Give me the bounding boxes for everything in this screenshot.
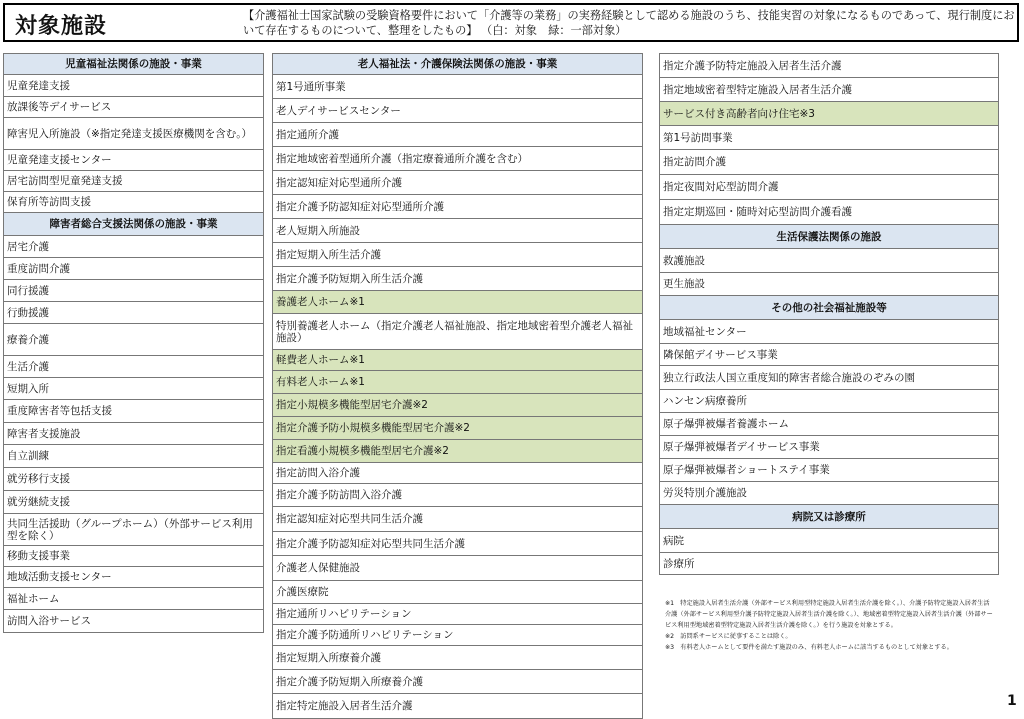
- table-row: [4, 567, 264, 588]
- facility-name: 有料老人ホーム※1: [273, 371, 643, 394]
- facility-name: 養護老人ホーム※1: [273, 291, 643, 314]
- table-row: [273, 350, 643, 371]
- table-row: [660, 390, 999, 413]
- facility-name: 重度訪問介護: [4, 258, 264, 280]
- facility-name: 指定地域密着型特定施設入居者生活介護: [660, 78, 999, 102]
- facility-name: 指定認知症対応型共同生活介護: [273, 507, 643, 532]
- facility-name: 同行援護: [4, 280, 264, 302]
- facility-table-col2: [272, 53, 643, 719]
- facility-name: 指定介護予防小規模多機能型居宅介護※2: [273, 417, 643, 440]
- table-row: [4, 258, 264, 280]
- facility-name: 指定介護予防認知症対応型通所介護: [273, 195, 643, 219]
- facility-table-col1: [3, 53, 264, 633]
- facility-name: 救護施設: [660, 249, 999, 273]
- facility-name: 指定介護予防認知症対応型共同生活介護: [273, 532, 643, 556]
- table-row: [660, 553, 999, 575]
- facility-name: 指定介護予防訪問入浴介護: [273, 484, 643, 507]
- facility-name: 自立訓練: [4, 445, 264, 468]
- table-row: [660, 175, 999, 200]
- table-row: [4, 150, 264, 171]
- facility-name: 隣保館デイサービス事業: [660, 344, 999, 366]
- table-row: [660, 413, 999, 436]
- table-row: [273, 694, 643, 719]
- table-row: [4, 236, 264, 258]
- facility-name: 指定通所リハビリテーション: [273, 604, 643, 625]
- table-row: [4, 468, 264, 491]
- table-row: [4, 400, 264, 423]
- table-row: [4, 171, 264, 192]
- table-row: [273, 394, 643, 417]
- facility-name: 児童発達支援センター: [4, 150, 264, 171]
- facility-name: 移動支援事業: [4, 546, 264, 567]
- table-row: [660, 150, 999, 175]
- table-row: [4, 491, 264, 514]
- facility-name: 居宅介護: [4, 236, 264, 258]
- facility-name: 老人デイサービスセンター: [273, 99, 643, 123]
- facility-name: サービス付き高齢者向け住宅※3: [660, 102, 999, 126]
- table-row: [273, 267, 643, 291]
- section-heading: 児童福祉法関係の施設・事業: [4, 54, 264, 75]
- table-row: [273, 484, 643, 507]
- facility-name: 指定訪問入浴介護: [273, 463, 643, 484]
- facility-name: 指定介護予防短期入所療養介護: [273, 670, 643, 694]
- table-row: [660, 436, 999, 459]
- facility-name: 独立行政法人国立重度知的障害者総合施設のぞみの園: [660, 366, 999, 390]
- footnote: ※1 特定施設入居者生活介護（外部サービス利用型特定施設入居者生活介護を除く。）、介護予防特定施設入居者生活 介護（外部サービス利用型介護予防特定施設入居者生活介護を除く。）、地域密着型特定施設入居者生活介護（外部サービス利用型地域密着型特定施設入居者生活介護を除く。）を行う施設を対象とする。: [665, 600, 993, 629]
- facility-name: 障害者支援施設: [4, 423, 264, 445]
- facility-name: 指定短期入所生活介護: [273, 243, 643, 267]
- facility-name: 指定看護小規模多機能型居宅介護※2: [273, 440, 643, 463]
- facility-name: 指定訪問介護: [660, 150, 999, 175]
- facility-name: 生活介護: [4, 356, 264, 378]
- facility-name: 原子爆弾被爆者デイサービス事業: [660, 436, 999, 459]
- facility-table-col3: [659, 53, 999, 575]
- table-row: [660, 126, 999, 150]
- table-row: [273, 417, 643, 440]
- table-row: [273, 670, 643, 694]
- table-row: [4, 423, 264, 445]
- table-row: [660, 529, 999, 553]
- facility-name: 更生施設: [660, 273, 999, 296]
- table-row: [4, 356, 264, 378]
- table-row: [4, 514, 264, 546]
- table-row: [4, 610, 264, 633]
- table-row: [4, 324, 264, 356]
- facility-name: 児童発達支援: [4, 75, 264, 97]
- section-heading: 病院又は診療所: [660, 505, 999, 529]
- facility-name: 特別養護老人ホーム（指定介護老人福祉施設、指定地域密着型介護老人福祉施設）: [273, 314, 643, 350]
- table-row: [4, 588, 264, 610]
- facility-name: 指定短期入所療養介護: [273, 646, 643, 670]
- table-row: [273, 75, 643, 99]
- footnote: ※3 有料老人ホームとして要件を満たす施設のみ、有料老人ホームに該当するものとして対象とする。: [665, 644, 953, 651]
- table-row: [273, 646, 643, 670]
- facility-name: 地域活動支援センター: [4, 567, 264, 588]
- table-row: [273, 171, 643, 195]
- facility-name: 就労継続支援: [4, 491, 264, 514]
- facility-name: 第1号訪問事業: [660, 126, 999, 150]
- table-row: [4, 280, 264, 302]
- section-heading: 老人福祉法・介護保険法関係の施設・事業: [273, 54, 643, 75]
- section-heading: 生活保護法関係の施設: [660, 225, 999, 249]
- table-row: [273, 291, 643, 314]
- facility-name: 指定通所介護: [273, 123, 643, 147]
- facility-name: 指定認知症対応型通所介護: [273, 171, 643, 195]
- table-row: [4, 75, 264, 97]
- page-subtitle: 【介護福祉士国家試験の受験資格要件において「介護等の業務」の実務経験として認める施設のうち、技能実習の対象になるものであって、現行制度において存在するものについて、整理をしたもの】 （白：対象 緑：一部対象）: [243, 9, 1015, 37]
- facility-name: 放課後等デイサービス: [4, 97, 264, 118]
- table-row: [4, 302, 264, 324]
- facility-name: 共同生活援助（グループホーム）（外部サービス利用型を除く）: [4, 514, 264, 546]
- table-row: [660, 273, 999, 296]
- table-row: [273, 371, 643, 394]
- facility-name: 老人短期入所施設: [273, 219, 643, 243]
- table-row: [273, 314, 643, 350]
- table-row: [273, 556, 643, 581]
- facility-name: 原子爆弾被爆者養護ホーム: [660, 413, 999, 436]
- facility-name: 重度障害者等包括支援: [4, 400, 264, 423]
- table-row: [273, 463, 643, 484]
- table-row: [4, 97, 264, 118]
- facility-name: 指定介護予防短期入所生活介護: [273, 267, 643, 291]
- footnote: ※2 訪問系サービスに従事することは除く。: [665, 633, 792, 640]
- table-row: [660, 344, 999, 366]
- table-row: [660, 482, 999, 505]
- table-row: [4, 546, 264, 567]
- facility-name: 原子爆弾被爆者ショートステイ事業: [660, 459, 999, 482]
- footnotes: [665, 598, 995, 653]
- table-row: [660, 200, 999, 225]
- facility-name: 介護老人保健施設: [273, 556, 643, 581]
- facility-name: 地域福祉センター: [660, 320, 999, 344]
- table-row: [4, 192, 264, 213]
- table-row: [4, 445, 264, 468]
- page-title: 対象施設: [15, 14, 108, 39]
- facility-name: ハンセン病療養所: [660, 390, 999, 413]
- facility-name: 指定特定施設入居者生活介護: [273, 694, 643, 719]
- facility-name: 軽費老人ホーム※1: [273, 350, 643, 371]
- facility-name: 診療所: [660, 553, 999, 575]
- table-row: [660, 249, 999, 273]
- facility-name: 居宅訪問型児童発達支援: [4, 171, 264, 192]
- facility-name: 指定介護予防通所リハビリテーション: [273, 625, 643, 646]
- facility-name: 指定小規模多機能型居宅介護※2: [273, 394, 643, 417]
- facility-name: 訪問入浴サービス: [4, 610, 264, 633]
- facility-name: 指定地域密着型通所介護（指定療養通所介護を含む）: [273, 147, 643, 171]
- table-row: [273, 440, 643, 463]
- section-heading: その他の社会福祉施設等: [660, 296, 999, 320]
- table-row: [273, 625, 643, 646]
- facility-name: 病院: [660, 529, 999, 553]
- facility-name: 第1号通所事業: [273, 75, 643, 99]
- facility-name: 福祉ホーム: [4, 588, 264, 610]
- facility-name: 就労移行支援: [4, 468, 264, 491]
- facility-name: 療養介護: [4, 324, 264, 356]
- facility-name: 指定定期巡回・随時対応型訪問介護看護: [660, 200, 999, 225]
- facility-name: 介護医療院: [273, 581, 643, 604]
- table-row: [273, 243, 643, 267]
- table-row: [273, 507, 643, 532]
- facility-name: 労災特別介護施設: [660, 482, 999, 505]
- table-row: [4, 378, 264, 400]
- table-row: [660, 320, 999, 344]
- table-row: [273, 123, 643, 147]
- table-row: [660, 366, 999, 390]
- table-row: [273, 532, 643, 556]
- facility-name: 指定介護予防特定施設入居者生活介護: [660, 54, 999, 78]
- page-number: 1: [1007, 693, 1017, 709]
- section-heading: 障害者総合支援法関係の施設・事業: [4, 213, 264, 236]
- table-row: [273, 604, 643, 625]
- facility-name: 保育所等訪問支援: [4, 192, 264, 213]
- table-row: [660, 459, 999, 482]
- table-row: [660, 54, 999, 78]
- table-row: [273, 581, 643, 604]
- page-header: [3, 3, 1019, 42]
- table-row: [4, 118, 264, 150]
- facility-name: 短期入所: [4, 378, 264, 400]
- table-row: [273, 219, 643, 243]
- table-row: [273, 195, 643, 219]
- table-row: [660, 78, 999, 102]
- table-row: [273, 99, 643, 123]
- facility-name: 障害児入所施設（※指定発達支援医療機関を含む。）: [4, 118, 264, 150]
- table-row: [273, 147, 643, 171]
- facility-name: 行動援護: [4, 302, 264, 324]
- facility-name: 指定夜間対応型訪問介護: [660, 175, 999, 200]
- table-row: [660, 102, 999, 126]
